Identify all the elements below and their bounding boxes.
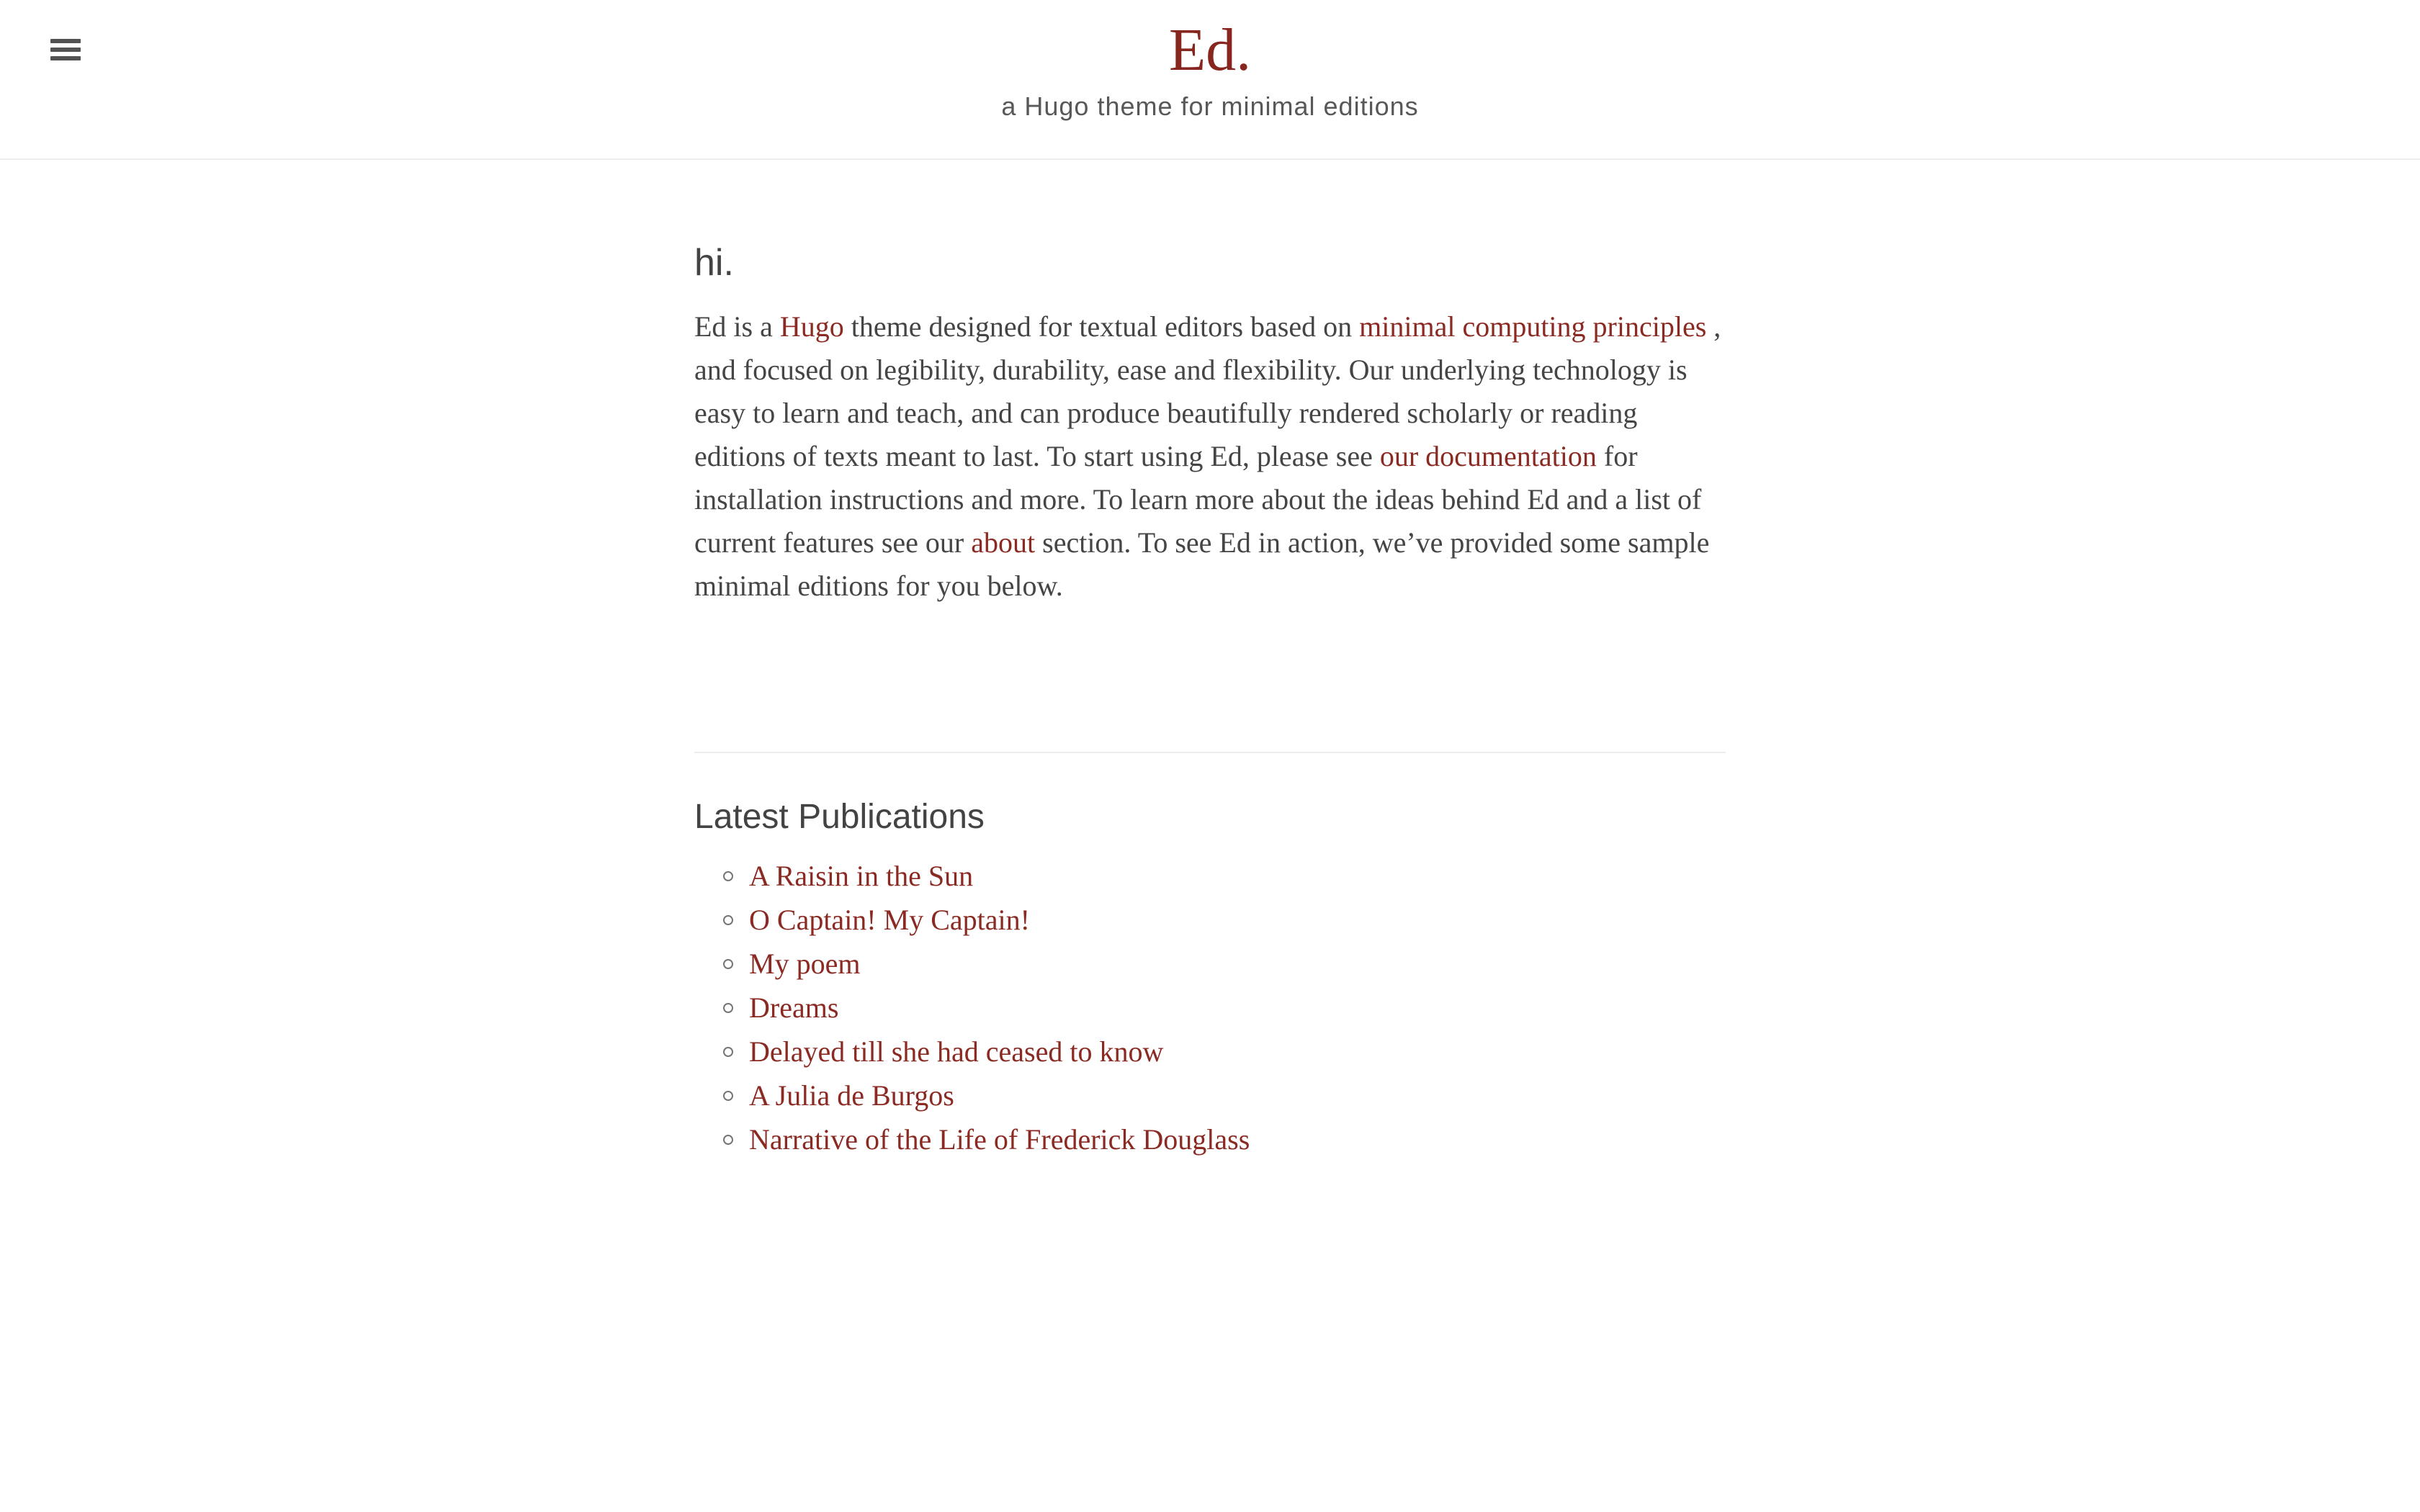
minimal-computing-principles-link[interactable]: minimal computing principles [1359, 310, 1707, 343]
intro-text: theme designed for textual editors based on [843, 310, 1360, 343]
intro-paragraph [694, 305, 1726, 608]
circle-bullet-icon [723, 1047, 733, 1057]
intro-text: Ed is a [694, 310, 780, 343]
publications-list [694, 854, 1726, 1161]
publications-heading: Latest Publications [694, 798, 985, 836]
menu-button[interactable] [50, 39, 81, 60]
hamburger-bar [50, 56, 81, 60]
publication-link[interactable]: O Captain! My Captain! [749, 904, 1030, 936]
publication-link[interactable]: Dreams [749, 991, 839, 1024]
publication-item [723, 1030, 1726, 1074]
intro-text: for installation instructions and more. To learn more about the ideas behind Ed and a list of current features see our [694, 440, 1702, 559]
publication-link[interactable]: A Raisin in the Sun [749, 860, 974, 892]
site-header [0, 0, 2420, 160]
circle-bullet-icon [723, 915, 733, 925]
main-content [694, 240, 1726, 1161]
publication-item [723, 854, 1726, 898]
publication-item [723, 898, 1726, 942]
intro-text: section. To see Ed in action, we’ve provided some sample minimal editions for you below. [694, 526, 1710, 602]
publication-link[interactable]: Delayed till she had ceased to know [749, 1035, 1164, 1068]
documentation-link[interactable]: our documentation [1379, 440, 1597, 472]
circle-bullet-icon [723, 1135, 733, 1145]
site-subtitle: a Hugo theme for minimal editions [1001, 91, 1419, 121]
page-title: hi. [694, 242, 734, 284]
site-title[interactable]: Ed. [1168, 17, 1252, 84]
publication-item [723, 1074, 1726, 1117]
publication-item [723, 942, 1726, 986]
circle-bullet-icon [723, 959, 733, 969]
circle-bullet-icon [723, 1003, 733, 1013]
hamburger-icon [50, 39, 81, 43]
circle-bullet-icon [723, 1091, 733, 1101]
about-link[interactable]: about [971, 526, 1036, 559]
section-divider [694, 752, 1726, 753]
hamburger-bar [50, 48, 81, 52]
publication-item [723, 986, 1726, 1030]
publication-item [723, 1117, 1726, 1161]
publication-link[interactable]: Narrative of the Life of Frederick Douglass [749, 1123, 1250, 1156]
hugo-link[interactable]: Hugo [779, 310, 844, 343]
intro-text: , and focused on legibility, durability, ease and flexibility. Our underlying technology is easy to learn and teach, and can produce beautifully rendered scholarly or reading editions of texts meant to last. To start using Ed, please see [694, 310, 1721, 472]
circle-bullet-icon [723, 871, 733, 881]
publication-link[interactable]: My poem [749, 948, 861, 980]
publication-link[interactable]: A Julia de Burgos [749, 1079, 954, 1112]
